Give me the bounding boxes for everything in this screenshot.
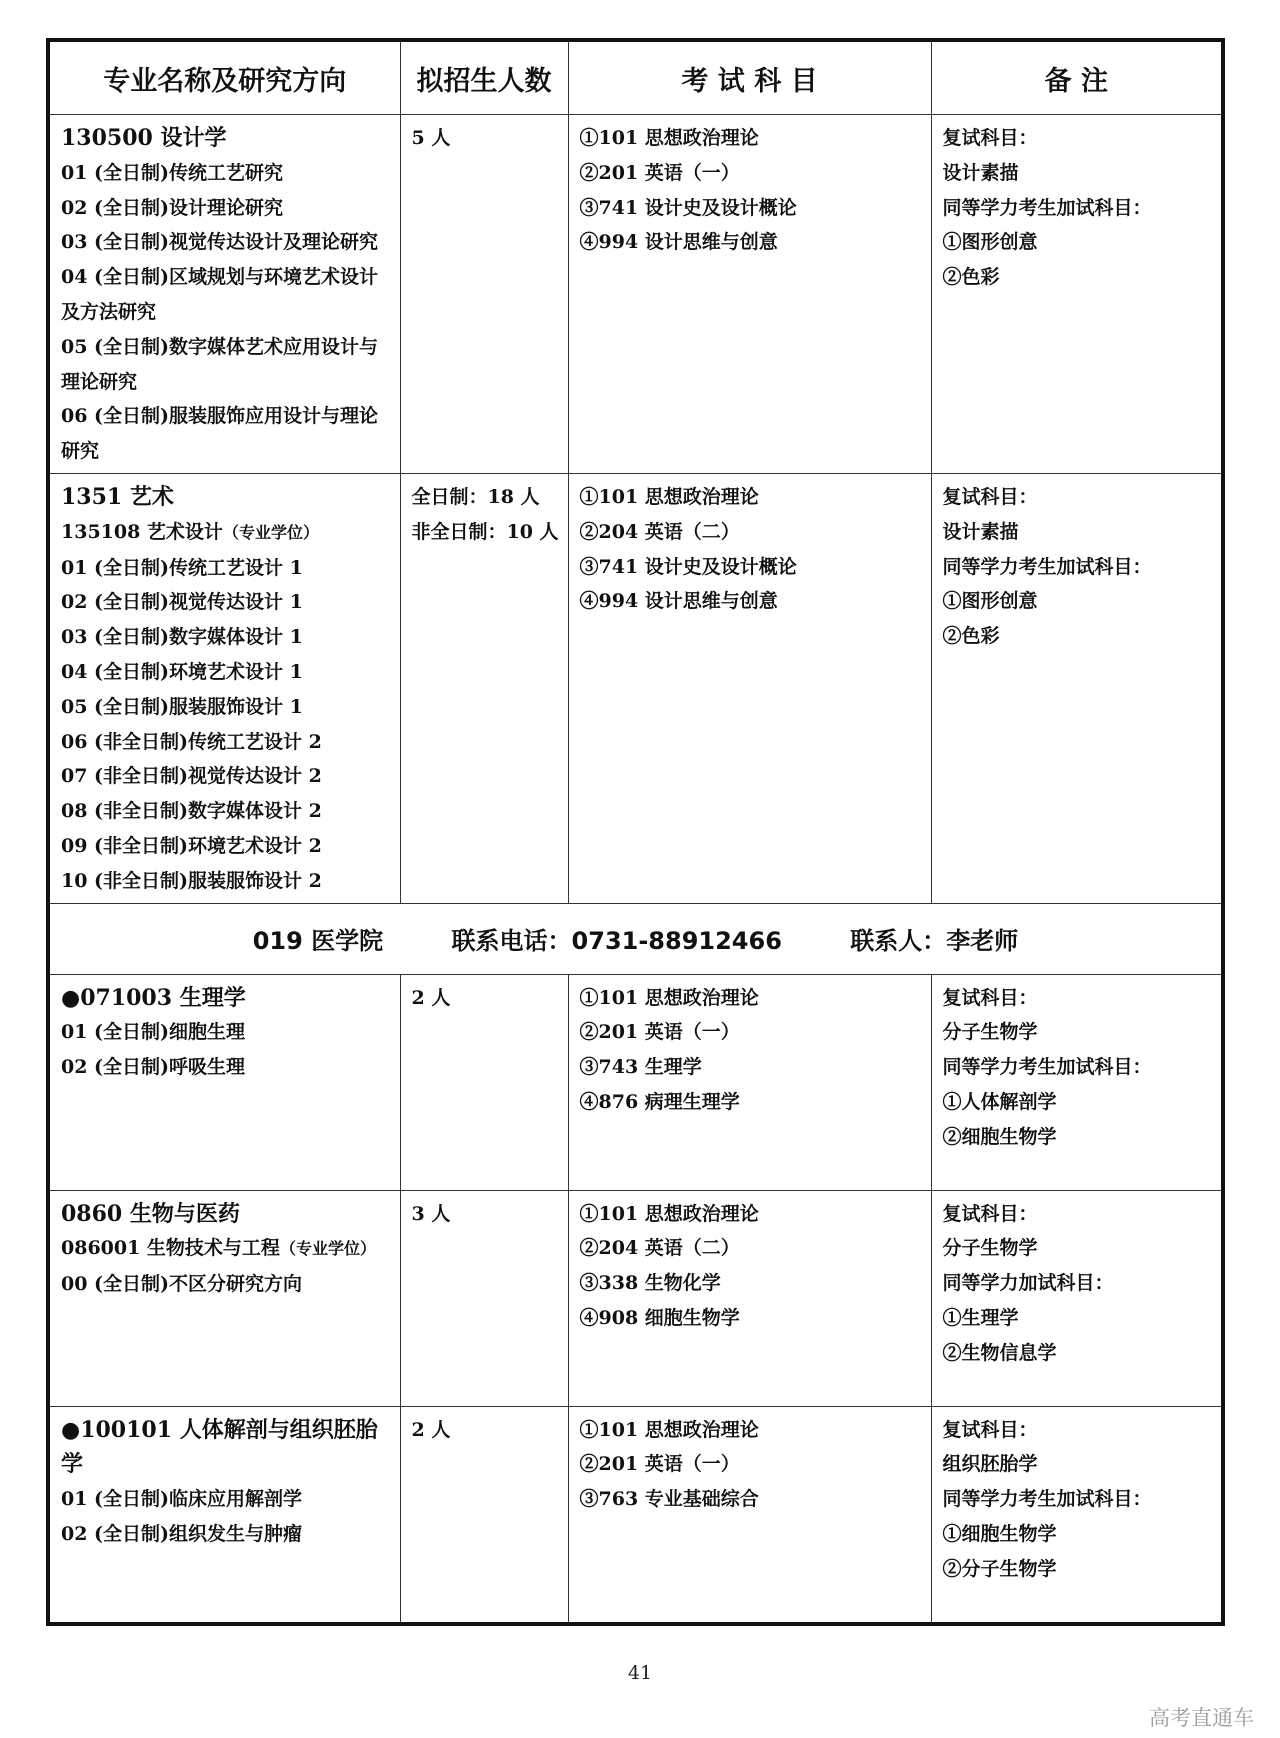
exam-subject: ②201 英语（一） (579, 161, 740, 184)
note-line: ②色彩 (942, 625, 1000, 648)
exams-cell (568, 1190, 931, 1406)
quota-cell (400, 1406, 568, 1624)
exam-subject: ①101 思想政治理论 (579, 1202, 759, 1225)
major-cell (48, 473, 400, 903)
exam-subject: ①101 思想政治理论 (579, 127, 759, 149)
notes-cell (931, 115, 1223, 474)
exam-subject: ①101 思想政治理论 (579, 485, 759, 508)
department-contact: 联系人：李老师 (850, 927, 1019, 956)
department-cell (48, 903, 1223, 974)
direction-item: 01 (全日制)临床应用解剖学 (61, 1488, 303, 1511)
major-cell (48, 1190, 400, 1406)
direction-item: 理论研究 (61, 370, 138, 393)
page-number: 41 (627, 1662, 653, 1684)
major-subtitle (61, 1231, 390, 1267)
degree-tag: （专业学位） (222, 522, 319, 542)
major-subtitle (61, 515, 390, 551)
major-title: ●071003 生理学 (61, 984, 246, 1011)
header-exams: 考 试 科 目 (568, 40, 931, 115)
exam-subject: ②204 英语（二） (579, 1237, 740, 1260)
exam-subject: ②201 英语（一） (579, 1453, 740, 1476)
exam-subject: ③741 设计史及设计概论 (579, 196, 797, 219)
exam-subject: ③763 专业基础综合 (579, 1488, 759, 1511)
direction-item: 01 (全日制)传统工艺研究 (61, 161, 284, 184)
major-cell (48, 974, 400, 1190)
direction-item: 00 (全日制)不区分研究方向 (61, 1273, 303, 1296)
exam-subject: ④876 病理生理学 (579, 1090, 740, 1113)
note-line: 分子生物学 (942, 1021, 1038, 1044)
direction-item: 09 (非全日制)环境艺术设计 2 (61, 834, 322, 857)
note-line: 复试科目： (942, 1202, 1038, 1225)
direction-item: 05 (全日制)服装服饰设计 1 (61, 695, 303, 718)
major-title: 0860 生物与医药 (61, 1200, 240, 1227)
major-cell (48, 1406, 400, 1624)
note-line: 复试科目： (942, 986, 1038, 1009)
quota-value: 5 人 (411, 127, 451, 149)
note-line: 复试科目： (942, 127, 1038, 149)
quota-cell (400, 1190, 568, 1406)
note-line: 同等学力考生加试科目： (942, 196, 1152, 219)
table-row (48, 1406, 1223, 1624)
notes-cell (931, 473, 1223, 903)
note-line: 分子生物学 (942, 1237, 1038, 1260)
major-title: 1351 艺术 (61, 483, 174, 510)
note-line: ②细胞生物学 (942, 1125, 1057, 1148)
table-row (48, 974, 1223, 1190)
degree-tag: （专业学位） (279, 1239, 376, 1259)
quota-cell (400, 974, 568, 1190)
exams-cell (568, 115, 931, 474)
exams-cell (568, 1406, 931, 1624)
watermark: 高考直通车 (1149, 1706, 1254, 1730)
notes-cell (931, 1406, 1223, 1624)
note-line: 同等学力考生加试科目： (942, 555, 1152, 578)
table-row (48, 1190, 1223, 1406)
direction-item: 04 (全日制)区域规划与环境艺术设计 (61, 266, 379, 289)
note-line: 同等学力考生加试科目： (942, 1056, 1152, 1079)
exams-cell (568, 974, 931, 1190)
direction-item: 04 (全日制)环境艺术设计 1 (61, 660, 303, 683)
table-row (48, 473, 1223, 903)
quota-value: 3 人 (411, 1202, 451, 1225)
exams-cell (568, 473, 931, 903)
quota-value: 非全日制：10 人 (411, 520, 559, 543)
table-row (48, 115, 1223, 474)
direction-item: 03 (全日制)视觉传达设计及理论研究 (61, 231, 379, 254)
direction-item: 02 (全日制)视觉传达设计 1 (61, 591, 303, 614)
quota-value: 2 人 (411, 986, 451, 1009)
note-line: ①人体解剖学 (942, 1090, 1057, 1113)
note-line: ①图形创意 (942, 590, 1038, 613)
exam-subject: ①101 思想政治理论 (579, 986, 759, 1009)
note-line: 复试科目： (942, 485, 1038, 508)
quota-value: 2 人 (411, 1418, 451, 1441)
exam-subject: ③743 生理学 (579, 1056, 702, 1079)
department-name: 019 医学院 (252, 927, 384, 956)
exam-subject: ②204 英语（二） (579, 520, 740, 543)
note-line: ②生物信息学 (942, 1341, 1057, 1364)
direction-item: 06 (非全日制)传统工艺设计 2 (61, 730, 322, 753)
major-title: 130500 设计学 (61, 125, 227, 151)
note-line: 设计素描 (942, 520, 1019, 543)
header-major: 专业名称及研究方向 (48, 40, 400, 115)
direction-item: 02 (全日制)呼吸生理 (61, 1056, 246, 1079)
direction-item: 03 (全日制)数字媒体设计 1 (61, 626, 303, 649)
note-line: ①细胞生物学 (942, 1522, 1057, 1545)
exam-subject: ④908 细胞生物学 (579, 1306, 740, 1329)
subtitle-text: 086001 生物技术与工程 (61, 1237, 280, 1260)
direction-item: 05 (全日制)数字媒体艺术应用设计与 (61, 335, 379, 358)
exam-subject: ③338 生物化学 (579, 1272, 721, 1295)
note-line: ②色彩 (942, 266, 1000, 289)
subtitle-text: 135108 艺术设计 (61, 520, 223, 543)
exam-subject: ②201 英语（一） (579, 1021, 740, 1044)
admissions-table (46, 38, 1225, 1626)
direction-item: 06 (全日制)服装服饰应用设计与理论 (61, 405, 379, 428)
direction-item: 08 (非全日制)数字媒体设计 2 (61, 800, 322, 823)
note-line: ①图形创意 (942, 231, 1038, 254)
header-quota: 拟招生人数 (400, 40, 568, 115)
note-line: 组织胚胎学 (942, 1453, 1038, 1476)
direction-item: 研究 (61, 440, 100, 463)
note-line: 复试科目： (942, 1418, 1038, 1441)
notes-cell (931, 974, 1223, 1190)
header-notes: 备 注 (931, 40, 1223, 115)
note-line: 同等学力加试科目： (942, 1272, 1114, 1295)
exam-subject: ①101 思想政治理论 (579, 1418, 759, 1441)
major-cell (48, 115, 400, 474)
quota-cell (400, 473, 568, 903)
major-title: ●100101 人体解剖与组织胚胎学 (61, 1416, 378, 1478)
quota-cell (400, 115, 568, 474)
direction-item: 10 (非全日制)服装服饰设计 2 (61, 869, 322, 892)
exam-subject: ③741 设计史及设计概论 (579, 555, 797, 578)
direction-item: 07 (非全日制)视觉传达设计 2 (61, 765, 322, 788)
quota-value: 全日制：18 人 (411, 485, 540, 508)
note-line: 设计素描 (942, 161, 1019, 184)
direction-item: 02 (全日制)组织发生与肿瘤 (61, 1522, 303, 1545)
direction-item: 及方法研究 (61, 300, 157, 323)
note-line: ②分子生物学 (942, 1557, 1057, 1580)
note-line: 同等学力考生加试科目： (942, 1488, 1152, 1511)
direction-item: 02 (全日制)设计理论研究 (61, 196, 284, 219)
department-phone: 联系电话：0731-88912466 (451, 927, 782, 956)
notes-cell (931, 1190, 1223, 1406)
exam-subject: ④994 设计思维与创意 (579, 590, 778, 613)
table-header-row (48, 40, 1223, 115)
direction-item: 01 (全日制)传统工艺设计 1 (61, 556, 303, 579)
exam-subject: ④994 设计思维与创意 (579, 231, 778, 254)
department-row (48, 903, 1223, 974)
note-line: ①生理学 (942, 1306, 1019, 1329)
direction-item: 01 (全日制)细胞生理 (61, 1021, 246, 1044)
